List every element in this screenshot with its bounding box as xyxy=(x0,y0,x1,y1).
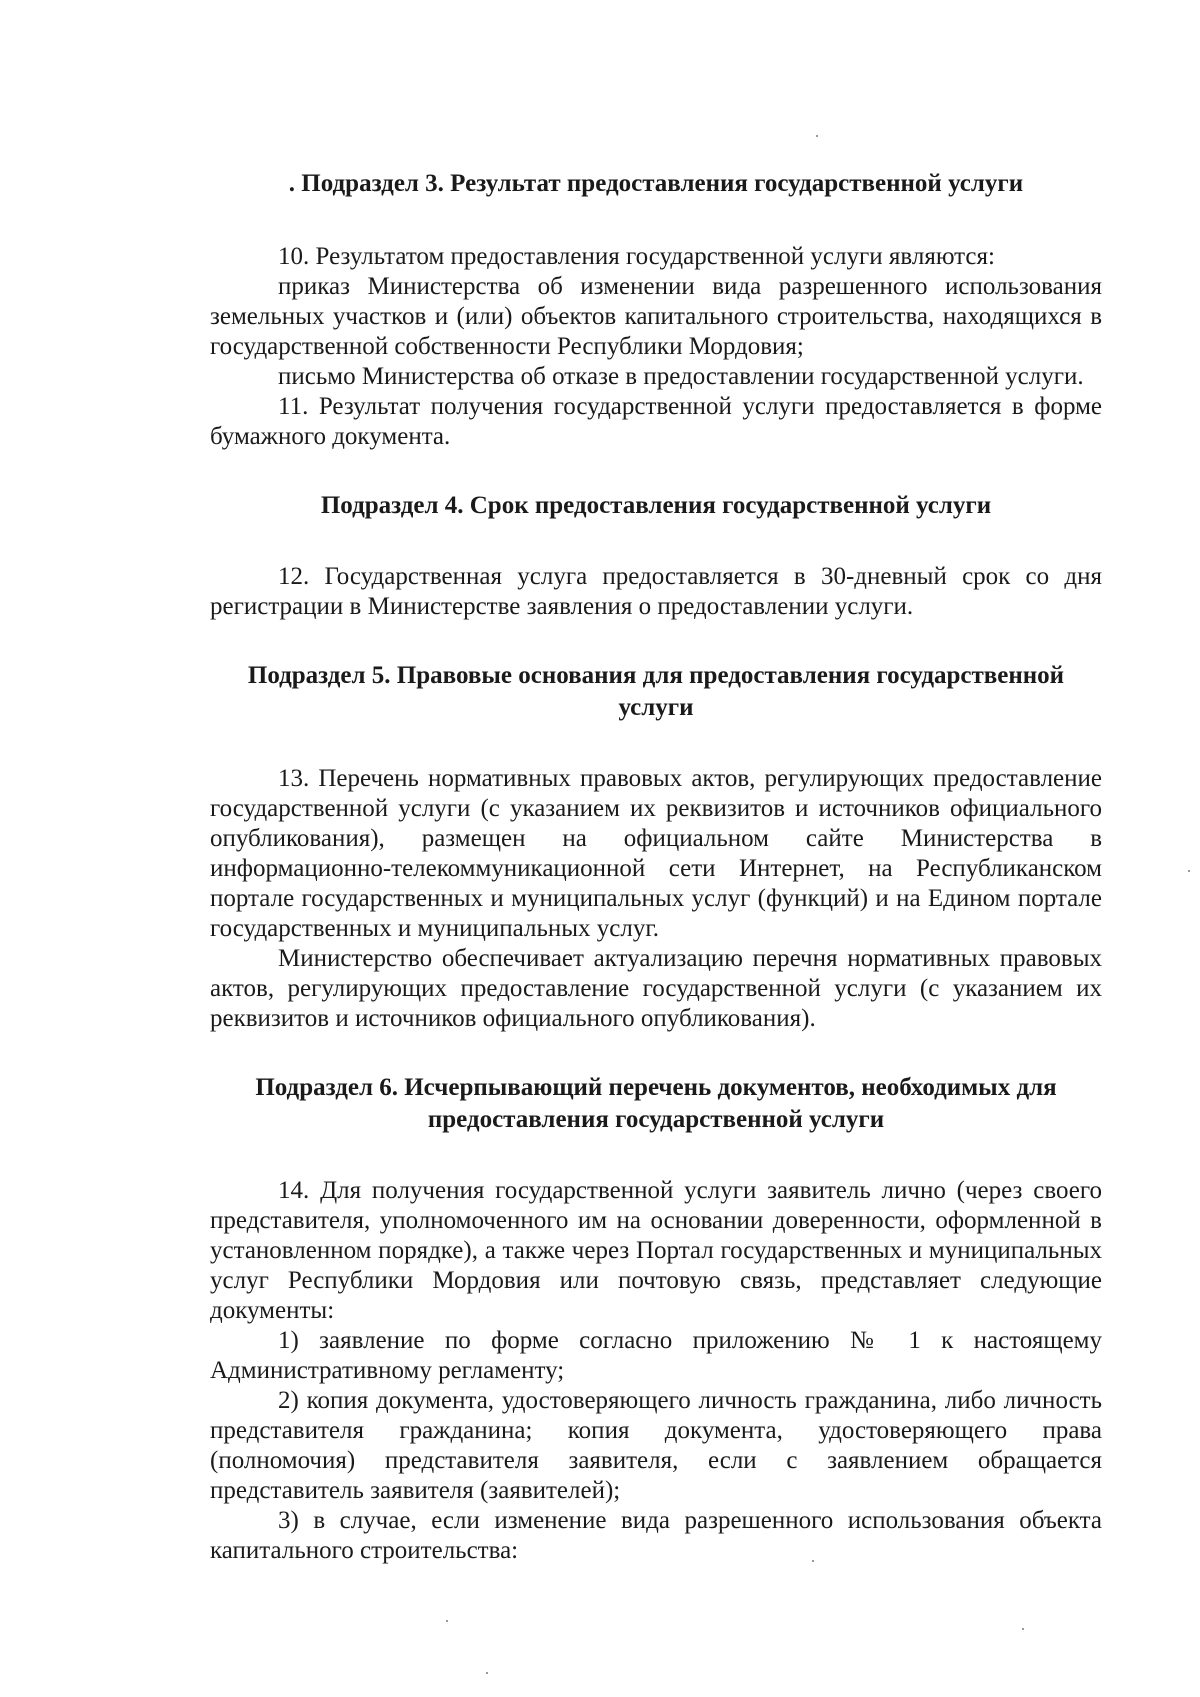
document-body xyxy=(210,168,1102,1566)
paragraph-10: 10. Результатом предоставления государственной услуги являются: xyxy=(278,243,995,270)
list-item-2: 2) копия документа, удостоверяющего личность гражданина, либо личность представителя гражданина; копия документа, удостоверяющего права (полномочия) представителя заявителя, если с заявлением обращается представитель заявителя (заявителей); xyxy=(210,1387,1102,1504)
section-6-body xyxy=(210,1176,1102,1566)
paragraph-11: 11. Результат получения государственной услуги предоставляется в форме бумажного документа. xyxy=(210,393,1102,450)
scan-speck xyxy=(446,1620,448,1622)
scan-speck xyxy=(1022,1628,1024,1630)
scan-speck xyxy=(816,135,818,137)
section-4-body xyxy=(210,562,1102,622)
scan-speck xyxy=(812,1560,814,1562)
section-3-body xyxy=(210,242,1102,452)
section-6-heading: Подраздел 6. Исчерпывающий перечень документов, необходимых для предоставления государственной услуги xyxy=(255,1074,1057,1133)
paragraph-14: 14. Для получения государственной услуги заявитель лично (через своего представителя, уполномоченного им на основании доверенности, оформленной в установленном порядке), а также через Портал государственных и муниципальных услуг Республики Мордовия или почтовую связь, представляет следующие документы: xyxy=(210,1177,1102,1324)
list-item-3: 3) в случае, если изменение вида разрешенного использования объекта капитального строительства: xyxy=(210,1507,1102,1564)
section-5-body xyxy=(210,764,1102,1034)
scan-speck xyxy=(486,1672,488,1674)
paragraph-result-letter: письмо Министерства об отказе в предоставлении государственной услуги. xyxy=(278,363,1084,390)
section-3-heading: . Подраздел 3. Результат предоставления государственной услуги xyxy=(288,170,1024,197)
paragraph-13: 13. Перечень нормативных правовых актов, регулирующих предоставление государственной услуги (с указанием их реквизитов и источников официального опубликования), размещен на официальном сайте Министерства в информационно-телекоммуникационной сети Интернет, на Республиканском портале государственных и муниципальных услуг (функций) и на Едином портале государственных и муниципальных услуг. xyxy=(210,765,1102,942)
scan-speck xyxy=(1188,870,1190,872)
list-item-1: 1) заявление по форме согласно приложению № 1 к настоящему Административному регламенту; xyxy=(210,1327,1102,1384)
paragraph-13-actualization: Министерство обеспечивает актуализацию перечня нормативных правовых актов, регулирующих предоставление государственной услуги (с указанием их реквизитов и источников официального опубликования). xyxy=(210,945,1102,1032)
paragraph-result-order: приказ Министерства об изменении вида разрешенного использования земельных участков и (или) объектов капитального строительства, находящихся в государственной собственности Республики Мордовия; xyxy=(210,273,1102,360)
section-5-heading: Подраздел 5. Правовые основания для предоставления государственной услуги xyxy=(247,662,1065,721)
paragraph-12: 12. Государственная услуга предоставляется в 30-дневный срок со дня регистрации в Министерстве заявления о предоставлении услуги. xyxy=(210,563,1102,620)
section-4-heading: Подраздел 4. Срок предоставления государственной услуги xyxy=(320,492,992,519)
